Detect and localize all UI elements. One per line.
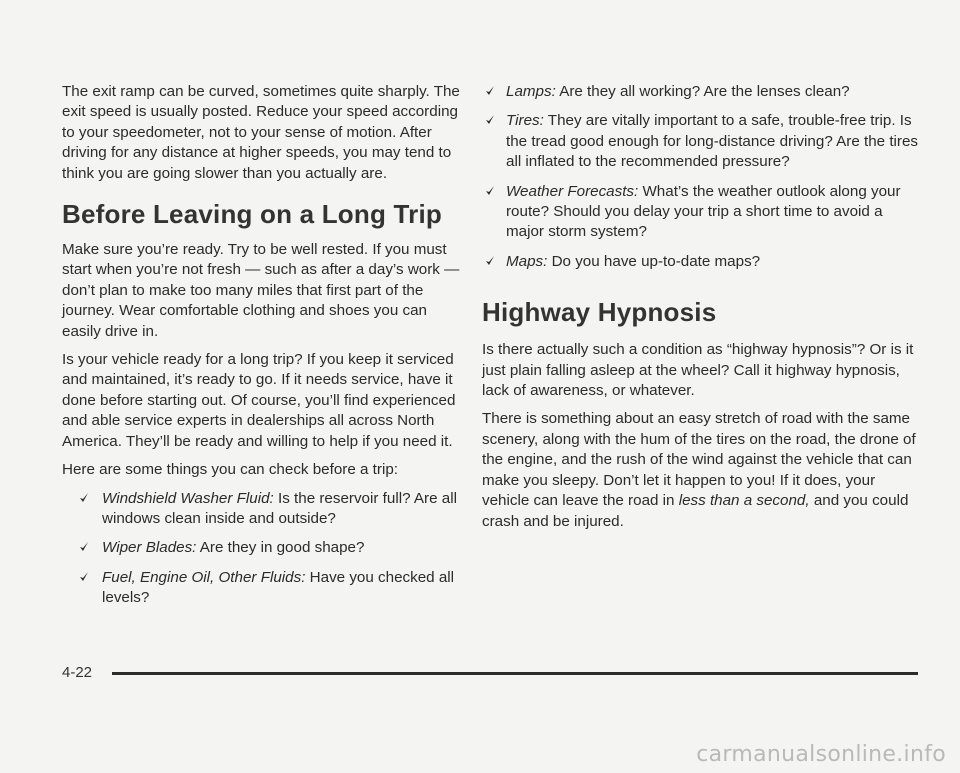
exit-ramp-paragraph: The exit ramp can be curved, sometimes quite sharply. The exit speed is usually posted. Reduce your speed according to your speedometer, not to your sense of motion. After driving for any distance at higher speeds, you may tend to think you are going slower than you actually are. [62, 83, 460, 182]
paragraph-text: There is something about an easy stretch of road with the same scenery, along with the hum of the tires on the road, the drone of the engine, and the rush of the wind against the vehicle that can make you sleepy. Don’t let it happen to you! If it does, your vehicle can leave the road in [482, 410, 916, 510]
hypnosis-intro-paragraph: Is there actually such a condition as “highway hypnosis”? Or is it just plain falling asleep at the wheel? Call it highway hypnosis, lack of awareness, or whatever. [482, 341, 914, 400]
list-item [76, 538, 462, 558]
list-item-text: Are they in good shape? [196, 539, 365, 557]
list-item-term: Fuel, Engine Oil, Other Fluids: [102, 568, 306, 586]
list-item [482, 252, 922, 272]
list-item [482, 111, 922, 172]
right-column [482, 82, 922, 540]
checkmark-icon [80, 542, 88, 552]
footer-rule [112, 672, 918, 675]
checkmark-icon [80, 493, 88, 503]
list-item-term: Tires: [506, 112, 544, 130]
list-item-term: Weather Forecasts: [506, 182, 639, 200]
list-item [482, 182, 922, 243]
section-heading-highway-hypnosis: Highway Hypnosis [482, 297, 717, 328]
left-column [62, 82, 462, 618]
emphasis-text: less than a second, [678, 492, 810, 510]
checkmark-icon [486, 256, 494, 266]
list-item-text: Have you checked all levels? [102, 568, 455, 607]
list-item [76, 568, 462, 609]
checkmark-icon [486, 186, 494, 196]
checkmark-icon [486, 86, 494, 96]
paragraph-text: and you could crash and be injured. [482, 492, 909, 530]
list-item-text: Do you have up-to-date maps? [547, 252, 761, 270]
list-item [482, 82, 922, 102]
hypnosis-detail-paragraph [482, 409, 922, 531]
list-item-text: They are vitally important to a safe, trouble-free trip. Is the tread good enough for long-distance driving? Are the tires all inflated to the recommended pressure? [506, 112, 919, 171]
checklist-right [482, 82, 922, 272]
page-number: 4-22 [62, 664, 93, 681]
list-item-text: Are they all working? Are the lenses clean? [555, 83, 850, 100]
list-item-text: Is the reservoir full? Are all windows clean inside and outside? [102, 489, 457, 527]
list-item-text: What’s the weather outlook along your route? Should you delay your trip a short time to avoid a major storm system? [506, 182, 901, 241]
checklist-left [62, 489, 462, 609]
list-item [76, 489, 462, 530]
check-intro-paragraph: Here are some things you can check before a trip: [62, 461, 398, 479]
checkmark-icon [80, 572, 88, 582]
watermark: carmanualsonline.info [696, 742, 946, 767]
list-item-term: Wiper Blades: [102, 539, 197, 557]
rested-paragraph: Make sure you’re ready. Try to be well rested. If you must start when you’re not fresh — such as after a day’s work — don’t plan to make too many miles that first part of the journey. Wear comfortable clothing and shoes you can easily drive in. [62, 241, 460, 340]
list-item-term: Windshield Washer Fluid: [102, 489, 274, 507]
list-item-term: Maps: [506, 252, 548, 270]
vehicle-ready-paragraph: Is your vehicle ready for a long trip? If you keep it serviced and maintained, it’s ready to go. If it needs service, have it done before starting out. Of course, you’ll find experienced and able service experts in dealerships all across North America. They’ll be ready and willing to help if you need it. [62, 351, 456, 450]
section-heading-long-trip: Before Leaving on a Long Trip [62, 199, 442, 230]
checkmark-icon [486, 115, 494, 125]
list-item-term: Lamps: [506, 83, 556, 100]
